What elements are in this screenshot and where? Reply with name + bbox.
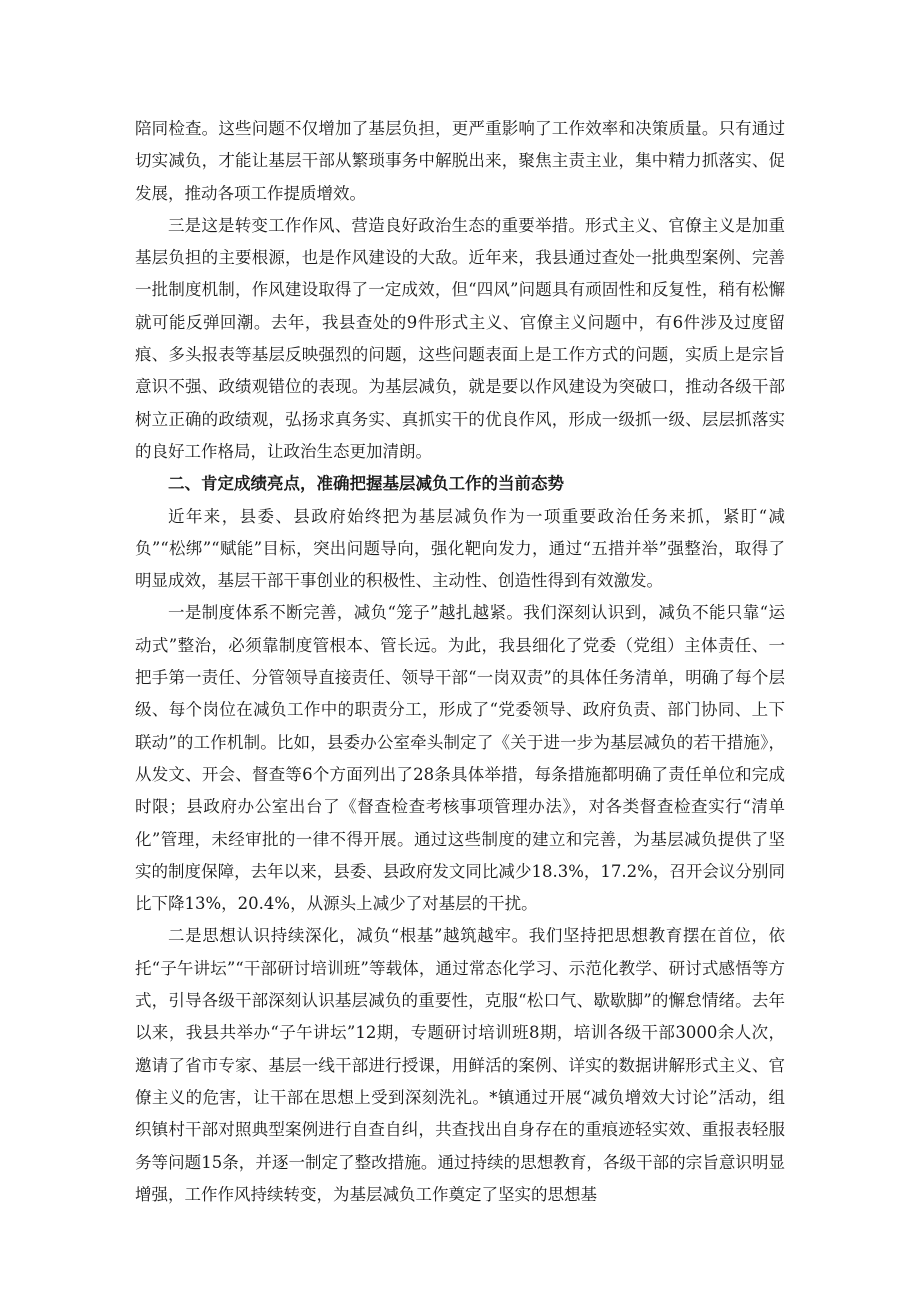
paragraph-point-three: 三是这是转变工作作风、营造良好政治生态的重要举措。形式主义、官僚主义是加重基层负担的主要根源，也是作风建设的大敌。近年来，我县通过查处一批典型案例、完善一批制度机制，作风建设取得了一定成效，但“四风”问题具有顽固性和反复性，稍有松懈就可能反弹回潮。去年，我县查处的9件形式主义、官僚主义问题中，有6件涉及过度留痕、多头报表等基层反映强烈的问题，这些问题表面上是工作方式的问题，实质上是宗旨意识不强、政绩观错位的表现。为基层减负，就是要以作风建设为突破口，推动各级干部树立正确的政绩观，弘扬求真务实、真抓实干的优良作风，形成一级抓一级、层层抓落实的良好工作格局，让政治生态更加清朗。 xyxy=(135,215,785,461)
paragraph-section-intro: 近年来，县委、县政府始终把为基层减负作为一项重要政治任务来抓，紧盯“减负”“松绑”“赋能”目标，突出问题导向，强化靶向发力，通过“五措并举”强整治，取得了明显成效，基层干部干事创业的积极性、主动性、创造性得到有效激发。 xyxy=(135,506,785,591)
paragraph-continuation: 陪同检查。这些问题不仅增加了基层负担，更严重影响了工作效率和决策质量。只有通过切实减负，才能让基层干部从繁琐事务中解脱出来，聚焦主责主业，集中精力抓落实、促发展，推动各项工作提质增效。 xyxy=(135,119,785,203)
paragraph-point-two-thought: 二是思想认识持续深化，减负“根基”越筑越牢。我们坚持把思想教育摆在首位，依托“子午讲坛”“干部研讨培训班”等载体，通过常态化学习、示范化教学、研讨式感悟等方式，引导各级干部深刻认识基层减负的重要性，克服“松口气、歇歇脚”的懈怠情绪。去年以来，我县共举办“子午讲坛”12期，专题研讨培训班8期，培训各级干部3000余人次，邀请了省市专家、基层一线干部进行授课，用鲜活的案例、详实的数据讲解形式主义、官僚主义的危害，让干部在思想上受到深刻洗礼。*镇通过开展“减负增效大讨论”活动，组织镇村干部对照典型案例进行自查自纠，共查找出自身存在的重痕迹轻实效、重报表轻服务等问题15条，并逐一制定了整改措施。通过持续的思想教育，各级干部的宗旨意识明显增强，工作作风持续转变，为基层减负工作奠定了坚实的思想基 xyxy=(135,926,785,1204)
section-heading-two: 二、肯定成绩亮点，准确把握基层减负工作的当前态势 xyxy=(168,474,564,494)
document-body xyxy=(135,113,785,1211)
paragraph-point-one-system: 一是制度体系不断完善，减负“笼子”越扎越紧。我们深刻认识到，减负不能只靠“运动式”整治，必须靠制度管根本、管长远。为此，我县细化了党委（党组）主体责任、一把手第一责任、分管领导直接责任、领导干部“一岗双责”的具体任务清单，明确了每个层级、每个岗位在减负工作中的职责分工，形成了“党委领导、政府负责、部门协同、上下联动”的工作机制。比如，县委办公室牵头制定了《关于进一步为基层减负的若干措施》，从发文、开会、督查等6个方面列出了28条具体举措，每条措施都明确了责任单位和完成时限；县政府办公室出台了《督查检查考核事项管理办法》，对各类督查检查实行“清单化”管理，未经审批的一律不得开展。通过这些制度的建立和完善，为基层减负提供了坚实的制度保障，去年以来，县委、县政府发文同比减少18.3%，17.2%，召开会议分别同比下降13%，20.4%，从源头上减少了对基层的干扰。 xyxy=(135,603,785,914)
